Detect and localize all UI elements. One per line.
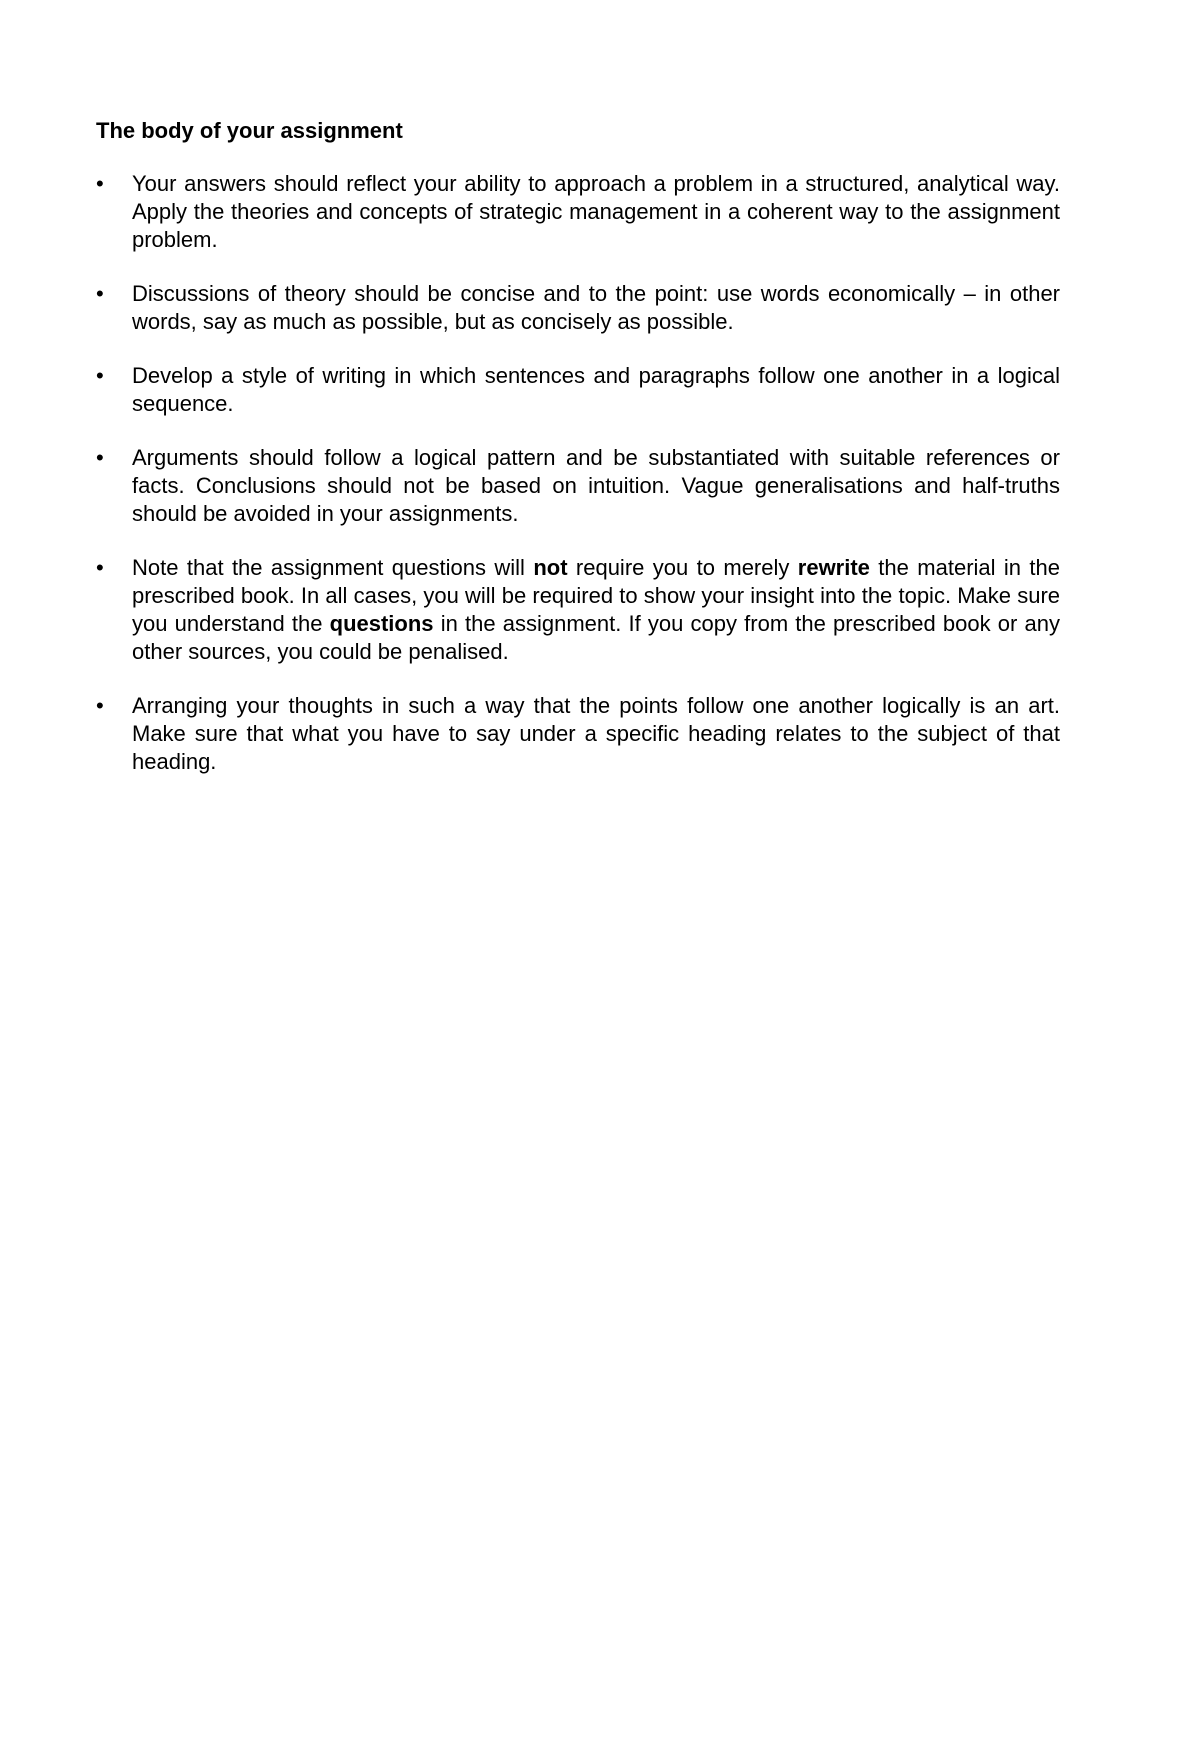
bullet-text: [132, 171, 1060, 252]
text-segment: Arranging your thoughts in such a way that the points follow one another logically is an art. Make sure that what you have to say under a specific heading relates to the subject of that heading.: [132, 693, 1060, 774]
list-item: [96, 692, 1060, 776]
text-segment: Note that the assignment questions will: [132, 555, 534, 580]
emphasized-text: rewrite: [797, 555, 870, 580]
bullet-list: [96, 170, 1060, 802]
bullet-icon: •: [96, 555, 104, 580]
list-item: [96, 444, 1060, 528]
text-segment: Arguments should follow a logical pattern and be substantiated with suitable references or facts. Conclusions should not be based on intuition. Vague generalisations and half-truths should be avoided in your assignments.: [132, 445, 1060, 526]
emphasized-text: questions: [329, 611, 434, 636]
bullet-icon: •: [96, 363, 104, 388]
list-item: [96, 554, 1060, 666]
text-segment: in the assignment. If you copy from the prescribed book or any other sources, you could be penalised.: [132, 611, 1060, 664]
list-item: [96, 170, 1060, 254]
emphasized-text: not: [533, 555, 568, 580]
bullet-text: [132, 445, 1060, 526]
bullet-icon: •: [96, 445, 104, 470]
bullet-text: [132, 363, 1060, 416]
bullet-icon: •: [96, 281, 104, 306]
list-item: [96, 280, 1060, 336]
text-segment: the material in the prescribed book. In all cases, you will be required to show your insight into the topic. Make sure you understand the: [132, 555, 1061, 636]
text-segment: Develop a style of writing in which sentences and paragraphs follow one another in a logical sequence.: [132, 363, 1060, 416]
list-item: [96, 362, 1060, 418]
bullet-icon: •: [96, 171, 104, 196]
bullet-text: [132, 555, 1060, 664]
bullet-icon: •: [96, 693, 104, 718]
bullet-text: [132, 693, 1060, 774]
section-heading: The body of your assignment: [96, 118, 403, 143]
bullet-text: [132, 281, 1060, 334]
text-segment: Your answers should reflect your ability to approach a problem in a structured, analytical way. Apply the theories and concepts of strategic management in a coherent way to the assignment problem.: [132, 171, 1060, 252]
text-segment: Discussions of theory should be concise and to the point: use words economically – in other words, say as much as possible, but as concisely as possible.: [132, 281, 1060, 334]
text-segment: require you to merely: [567, 555, 798, 580]
